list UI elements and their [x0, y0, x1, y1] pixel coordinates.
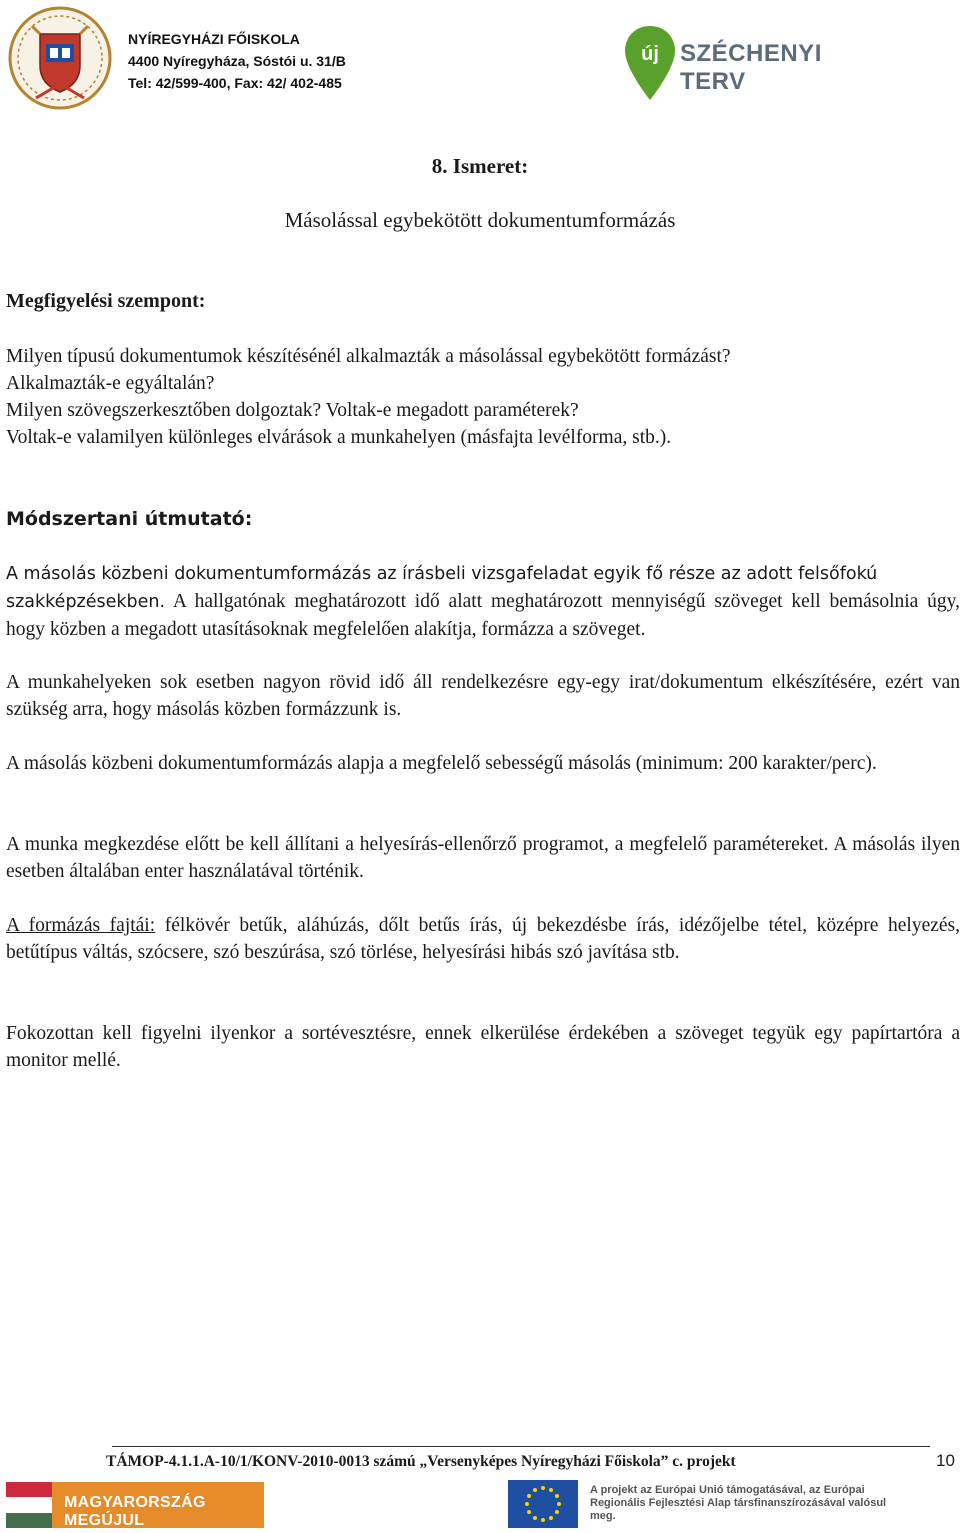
section-number: 8. Ismeret: [431, 154, 529, 178]
szechenyi-terv-logo [622, 24, 892, 104]
observation-heading: Megfigyelési szempont: [6, 290, 206, 312]
footer-divider [112, 1446, 930, 1447]
hungarian-flag-icon [6, 1482, 52, 1528]
formatting-text: félkövér betűk, aláhúzás, dőlt betűs írás, új bekezdésbe írás, idézőjelbe tétel, középre helyezés, betűtípus váltás, szócsere, szó beszúrása, szó törlése, helyesírási hibás szó javítása stb. [6, 915, 960, 963]
closing-paragraph: Fokozottan kell figyelni ilyenkor a sortévesztésre, ennek elkerülése érdekében a szöveget tegyük egy papírtartóra a monitor mellé. [6, 1023, 960, 1071]
eu-flag-icon [508, 1480, 578, 1528]
eu-funding-text [590, 1484, 890, 1523]
method-intro-line1 [6, 561, 960, 588]
eu-funding-line: A projekt az Európai Unió támogatásával, az Európai [590, 1484, 865, 1496]
institution-name: NYÍREGYHÁZI FŐISKOLA [128, 31, 300, 47]
footer-project-text: TÁMOP-4.1.1.A-10/1/KONV-2010-0013 számú „Versenyképes Nyíregyházi Főiskola” c. projekt [106, 1453, 736, 1470]
szechenyi-pin-icon [622, 24, 678, 104]
method-heading: Módszertani útmutató: [6, 508, 253, 530]
method-intro-start: szakképzésekben. [6, 592, 166, 612]
method-intro-rest: A hallgatónak meghatározott idő alatt meghatározott mennyiségű szöveget kell bemásolnia úgy, hogy közben a megadott utasításoknak megfelelően alakítja, formázza a szöveget. [6, 591, 960, 640]
page-number: 10 [936, 1451, 955, 1470]
section-title: Másolással egybekötött dokumentumformázás [284, 208, 676, 232]
observation-line: Alkalmazták-e egyáltalán? [6, 373, 215, 394]
method-intro-text: A másolás közbeni dokumentumformázás az írásbeli vizsgafeladat egyik fő része az adott felsőfokú [6, 564, 878, 584]
method-intro-paragraph [6, 588, 960, 643]
method-paragraph: A munkahelyeken sok esetben nagyon rövid idő áll rendelkezésre egy-egy irat/dokumentum elkészítésére, ezért van szükség arra, hogy másolás közben formázzunk is. [6, 672, 960, 720]
observation-line: Milyen szövegszerkesztőben dolgoztak? Voltak-e megadott paraméterek? [6, 400, 579, 421]
banner-text: MAGYARORSZÁG MEGÚJUL [64, 1494, 206, 1529]
magyarorszag-megujul-banner [6, 1482, 264, 1528]
institution-header [128, 28, 346, 94]
observation-list [6, 343, 731, 451]
szechenyi-badge-text: új [641, 43, 659, 65]
formatting-label: A formázás fajtái: [6, 915, 156, 936]
university-crest-icon [6, 4, 114, 112]
eu-funding-line: Regionális Fejlesztési Alap társfinanszírozásával valósul meg. [590, 1497, 887, 1522]
institution-address: 4400 Nyíregyháza, Sóstói u. 31/B [128, 53, 346, 69]
formatting-paragraph [6, 912, 960, 966]
method-paragraph: A másolás közbeni dokumentumformázás alapja a megfelelő sebességű másolás (minimum: 200 karakter/perc). [6, 753, 877, 774]
observation-line: Voltak-e valamilyen különleges elvárások a munkahelyen (másfajta levélforma, stb.). [6, 427, 672, 448]
method-paragraph: A munka megkezdése előtt be kell állítani a helyesírás-ellenőrző programot, a megfelelő paramétereket. A másolás ilyen esetben általában enter használatával történik. [6, 834, 960, 882]
institution-phone: Tel: 42/599-400, Fax: 42/ 402-485 [128, 75, 342, 91]
szechenyi-text: SZÉCHENYI TERV [680, 40, 822, 95]
observation-line: Milyen típusú dokumentumok készítésénél alkalmazták a másolással egybekötött formázást? [6, 346, 731, 367]
